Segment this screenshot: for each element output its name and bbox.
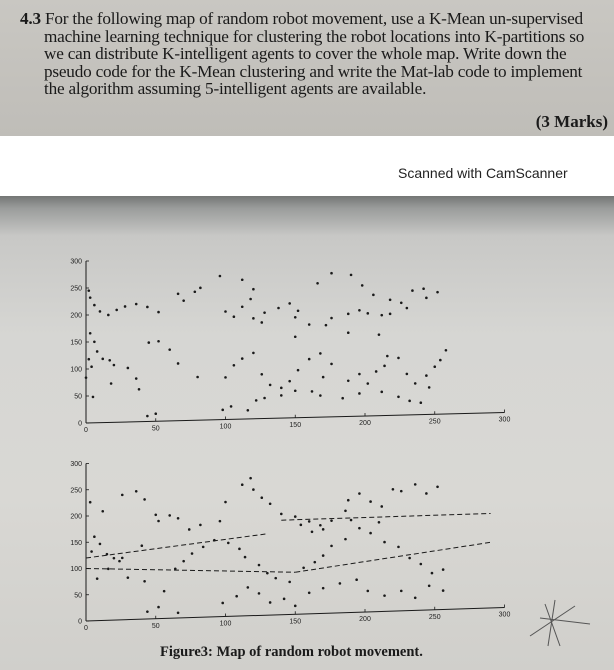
chart2-x-tick-label: 150	[289, 618, 302, 626]
chart2-y-tick-label: 250	[70, 487, 82, 495]
chart1-point	[124, 305, 127, 308]
chart2-point	[442, 568, 445, 571]
chart2-point	[420, 563, 423, 566]
chart1-point	[358, 373, 361, 376]
chart1-point	[414, 382, 417, 385]
chart1-point	[99, 310, 102, 313]
chart1-point	[110, 382, 113, 385]
chart1-point	[425, 374, 428, 377]
chart1-point	[380, 391, 383, 394]
chart1-point	[428, 386, 431, 389]
chart2-point	[202, 546, 205, 549]
chart1-x-tick-label: 50	[151, 425, 160, 433]
chart1-point	[224, 310, 227, 313]
chart1-point	[233, 315, 236, 318]
chart1-point	[319, 352, 322, 355]
chart1-point	[297, 309, 300, 312]
chart1-point	[263, 311, 266, 314]
figure-charts	[0, 196, 614, 670]
chart1-point	[330, 363, 333, 366]
chart1-point	[154, 412, 157, 415]
chart2-point	[219, 520, 222, 523]
chart1-point	[445, 349, 448, 352]
chart1-point	[288, 302, 291, 305]
chart2-point	[213, 539, 216, 542]
chart1-point	[221, 409, 224, 412]
question-line-4: pseudo code for the K-Mean clustering and write the Mat-lab code to implement	[44, 61, 583, 81]
chart1-point	[147, 341, 150, 344]
chart1-point	[347, 313, 350, 316]
chart1-point	[199, 287, 202, 290]
chart2-point	[101, 510, 104, 513]
chart2-point	[330, 545, 333, 548]
chart2-point	[392, 488, 395, 491]
chart1-point	[96, 350, 99, 353]
chart1-point	[366, 382, 369, 385]
chart2-point	[414, 596, 417, 599]
chart1-point	[196, 376, 199, 379]
chart2-partition-line	[86, 569, 295, 573]
chart1-point	[433, 365, 436, 368]
chart1-point	[255, 399, 258, 402]
chart2-point	[182, 560, 185, 563]
chart2-point	[344, 509, 347, 512]
chart1-point	[277, 307, 280, 310]
chart2-x-tick-label: 50	[151, 622, 160, 630]
question-line-1: 4.3 For the following map of random robot movement, use a K-Mean un-supervised	[20, 9, 583, 28]
chart2-point	[425, 492, 428, 495]
chart2-point	[400, 590, 403, 593]
chart1-point	[252, 317, 255, 320]
chart2-x-tick-label: 300	[498, 611, 511, 619]
chart2-point	[121, 557, 124, 560]
chart2-point	[436, 486, 439, 489]
chart2-point	[313, 561, 316, 564]
chart2-point	[428, 584, 431, 587]
chart1-point	[308, 358, 311, 361]
chart2-point	[177, 517, 180, 520]
chart1-point	[177, 292, 180, 295]
chart1-point	[347, 379, 350, 382]
chart2-x-tick-label: 250	[428, 613, 441, 621]
marks-label: (3 Marks)	[535, 112, 608, 131]
chart1-point	[425, 297, 428, 300]
chart2-point	[107, 568, 110, 571]
chart1-x-tick-label: 100	[219, 423, 232, 431]
chart1-point	[135, 303, 138, 306]
chart2-point	[90, 550, 93, 553]
chart2-point	[177, 611, 180, 614]
chart1-point	[406, 373, 409, 376]
chart1-point	[439, 359, 442, 362]
chart2-point	[319, 524, 322, 527]
chart2-point	[311, 531, 314, 534]
chart1-point	[241, 357, 244, 360]
chart1-point	[280, 394, 283, 397]
chart2-point	[308, 520, 311, 523]
chart1-point	[411, 289, 414, 292]
chart2-point	[157, 606, 160, 609]
chart1-point	[366, 312, 369, 315]
chart2-point	[274, 577, 277, 580]
question-line-3: we can distribute K-intelligent agents to cover the whole map. Write down the	[44, 44, 567, 63]
chart2-x-tick-label: 0	[84, 625, 88, 632]
chart1-point	[108, 359, 111, 362]
chart2-y-tick-label: 200	[70, 513, 82, 521]
chart1-x-tick-label: 250	[428, 418, 441, 426]
chart2-point	[358, 527, 361, 530]
chart2-point	[378, 521, 381, 524]
chart2-y-tick-label: 50	[74, 592, 82, 600]
chart2-point	[113, 557, 116, 560]
chart2-point	[93, 535, 96, 538]
chart1-point	[127, 367, 130, 370]
chart1-point	[350, 274, 353, 277]
chart1-point	[400, 301, 403, 304]
chart1-point	[325, 324, 328, 327]
chart2-point	[358, 492, 361, 495]
chart2-point	[344, 538, 347, 541]
chart1-point	[422, 287, 425, 290]
chart2-point	[199, 524, 202, 527]
chart1-y-tick-label: 100	[70, 366, 82, 374]
chart2-y-tick-label: 0	[78, 618, 82, 626]
chart2-point	[163, 590, 166, 593]
chart1-point	[247, 409, 250, 412]
chart1-y-tick-label: 200	[70, 312, 82, 320]
chart2-point	[330, 519, 333, 522]
chart1-point	[146, 306, 149, 309]
chart2-point	[96, 577, 99, 580]
chart1-point	[375, 370, 378, 373]
chart2-point	[322, 587, 325, 590]
chart1-point	[89, 296, 92, 299]
chart2-x-tick-label: 200	[359, 616, 371, 623]
chart2-point	[249, 477, 252, 480]
chart2-point	[383, 594, 386, 597]
chart1-point	[241, 305, 244, 308]
chart2-point	[127, 576, 130, 579]
chart2-point	[369, 532, 372, 535]
chart1-x-tick-label: 200	[359, 420, 371, 427]
chart1-point	[260, 373, 263, 376]
chart1-point	[93, 340, 96, 343]
chart2-point	[339, 582, 342, 585]
chart2-point	[294, 515, 297, 518]
chart2-point	[241, 483, 244, 486]
chart2-y-tick-label: 100	[70, 566, 82, 573]
chart2-point	[143, 498, 146, 501]
chart2-point	[322, 528, 325, 531]
chart1-point	[241, 278, 244, 281]
chart1-point	[101, 358, 104, 361]
chart1-point	[252, 352, 255, 355]
chart1-point	[92, 396, 95, 399]
chart2-point	[260, 496, 263, 499]
chart1-point	[113, 364, 116, 367]
chart1-point	[252, 288, 255, 291]
chart1-point	[311, 390, 314, 393]
chart2-point	[322, 554, 325, 557]
chart1-point	[408, 400, 411, 403]
chart2-point	[369, 500, 372, 503]
chart2-point	[191, 552, 194, 555]
chart2-point	[408, 557, 411, 560]
chart1-y-tick-label: 150	[70, 339, 82, 347]
chart1-point	[157, 340, 160, 343]
chart1-point	[330, 317, 333, 320]
chart1-y-tick-label: 50	[74, 393, 82, 401]
chart1-point	[383, 365, 386, 368]
chart2-point	[238, 548, 241, 551]
chart2-point	[174, 567, 177, 570]
chart2-point	[294, 605, 297, 608]
chart2-point	[157, 520, 160, 523]
chart1-point	[322, 376, 325, 379]
chart1-point	[288, 380, 291, 383]
chart1-point	[316, 282, 319, 285]
chart2-point	[300, 524, 303, 527]
chart1-point	[308, 323, 311, 326]
chart1-point	[269, 384, 272, 387]
chart1-point	[135, 377, 138, 380]
chart2-point	[283, 598, 286, 601]
chart1-point	[361, 284, 364, 287]
chart1-x-tick-label: 0	[84, 427, 88, 434]
chart1-point	[297, 369, 300, 372]
chart2-point	[106, 553, 109, 556]
chart2-point	[302, 566, 305, 569]
chart2-point	[224, 501, 227, 504]
chart1-point	[115, 309, 118, 312]
chart2-point	[347, 499, 350, 502]
chart1-x-tick-label: 300	[498, 416, 511, 424]
chart2-y-tick-label: 150	[70, 539, 82, 547]
chart2-point	[280, 513, 283, 516]
chart1-y-tick-label: 300	[70, 258, 82, 266]
chart2-partition-line	[295, 542, 490, 572]
chart1-point	[280, 387, 283, 390]
chart1-point	[107, 314, 110, 317]
chart1-point	[294, 389, 297, 392]
question-line-5: the algorithm assuming 5-intelligent agents are available.	[44, 79, 427, 98]
chart1-point	[294, 316, 297, 319]
chart2-point	[258, 592, 261, 595]
chart1-point	[219, 275, 222, 278]
chart2-point	[288, 581, 291, 584]
chart2-point	[366, 590, 369, 593]
chart1-point	[233, 364, 236, 367]
chart1-point	[420, 401, 423, 404]
chart1-point	[138, 388, 141, 391]
chart2-point	[235, 595, 238, 598]
chart1-point	[249, 298, 252, 301]
question-line-2: machine learning technique for clustering the robot locations into K-partitions so	[44, 26, 585, 46]
chart1-point	[85, 376, 88, 379]
chart1-point	[230, 405, 233, 408]
chart2-point	[168, 514, 171, 517]
chart2-point	[442, 589, 445, 592]
chart2-point	[414, 483, 417, 486]
chart1-point	[146, 415, 149, 418]
chart2-point	[135, 490, 138, 493]
chart1-point	[358, 392, 361, 395]
chart1-point	[260, 321, 263, 324]
chart1-point	[177, 362, 180, 365]
chart2-point	[380, 505, 383, 508]
chart1-x-tick-label: 150	[289, 421, 302, 429]
chart2-point	[89, 501, 92, 504]
chart1-point	[436, 291, 439, 294]
chart2-point	[154, 514, 157, 517]
chart2-point	[400, 490, 403, 493]
chart1-point	[89, 332, 92, 335]
chart1-point	[87, 358, 90, 361]
chart1-point	[397, 357, 400, 360]
chart1-point	[182, 299, 185, 302]
chart2-point	[431, 572, 434, 575]
chart1-point	[330, 272, 333, 275]
chart1-point	[294, 335, 297, 338]
chart1-point	[389, 313, 392, 316]
chart1-point	[93, 304, 96, 307]
chart2-point	[252, 488, 255, 491]
chart2-point	[227, 542, 230, 545]
chart2-point	[143, 580, 146, 583]
chart1-point	[341, 397, 344, 400]
chart1-point	[389, 299, 392, 302]
chart2-point	[146, 610, 149, 613]
chart1-point	[380, 314, 383, 317]
chart1-point	[378, 333, 381, 336]
chart1-point	[168, 348, 171, 351]
chart2-point	[121, 494, 124, 497]
chart1-y-tick-label: 0	[78, 420, 82, 428]
chart2-y-tick-label: 300	[70, 461, 82, 468]
doodle-stroke	[540, 618, 590, 624]
figure-photo	[0, 196, 614, 670]
chart2-point	[99, 543, 102, 546]
chart1-point	[372, 294, 375, 297]
chart2-point	[269, 601, 272, 604]
chart2-point	[141, 544, 144, 547]
chart1-y-tick-label: 250	[70, 285, 82, 293]
figure-caption: Figure3: Map of random robot movement.	[160, 644, 423, 660]
chart2-point	[355, 578, 358, 581]
chart1-point	[87, 289, 90, 292]
camscanner-watermark: Scanned with CamScanner	[398, 165, 568, 181]
chart2-point	[350, 519, 353, 522]
chart2-partition-line	[281, 513, 490, 520]
chart1-point	[224, 376, 227, 379]
question-text	[20, 10, 612, 98]
chart1-point	[347, 331, 350, 334]
chart2-point	[258, 564, 261, 567]
chart1-point	[406, 307, 409, 310]
chart2-x-tick-label: 100	[219, 620, 232, 628]
chart1-point	[358, 309, 361, 312]
chart1-point	[263, 397, 266, 400]
chart1-point	[319, 394, 322, 397]
chart1-point	[397, 396, 400, 399]
chart2-point	[244, 556, 247, 559]
chart2-point	[308, 592, 311, 595]
chart2-point	[266, 572, 269, 575]
chart2-point	[118, 560, 121, 563]
chart1-point	[157, 311, 160, 314]
chart2-point	[221, 602, 224, 605]
chart2-point	[269, 502, 272, 505]
question-number: 4.3	[20, 9, 41, 28]
chart2-partition-line	[86, 534, 267, 558]
chart1-point	[386, 355, 389, 358]
chart2-point	[188, 528, 191, 531]
chart1-point	[194, 290, 197, 293]
chart2-point	[383, 541, 386, 544]
chart2-point	[247, 586, 250, 589]
chart2-point	[397, 546, 400, 549]
chart1-point	[90, 365, 93, 368]
